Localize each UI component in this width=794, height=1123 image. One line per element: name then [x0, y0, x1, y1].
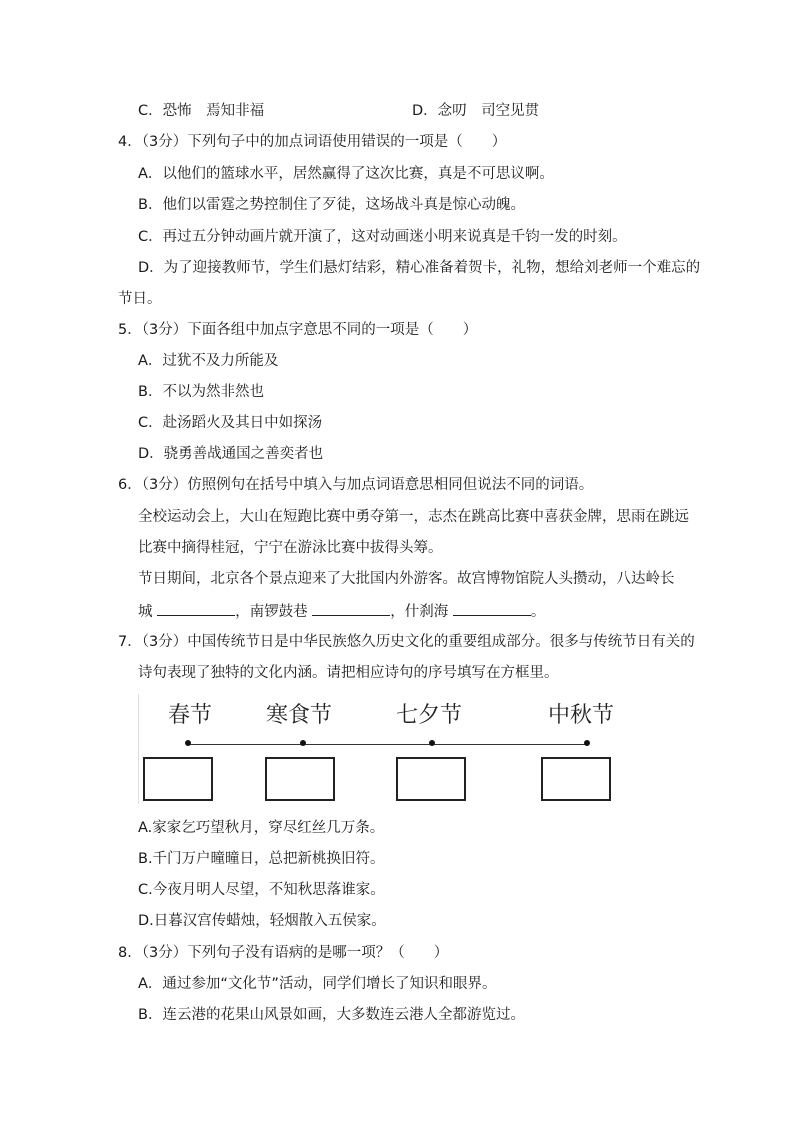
- q6-task-part2: ，南锣鼓巷: [235, 604, 308, 620]
- q4-stem: 4．（3分）下列句子中的加点词语使用错误的一项是（ ）: [118, 134, 507, 150]
- q4-option-c: C．再过五分钟动画片就开演了，这对动画迷小明来说真是千钧一发的时刻。: [138, 229, 627, 245]
- answer-box-hanshi[interactable]: [265, 757, 335, 801]
- answer-box-midautumn[interactable]: [541, 757, 611, 801]
- q8-option-b: B．连云港的花果山风景如画，大多数连云港人全都游览过。: [138, 1007, 525, 1023]
- q6-blank-1[interactable]: [157, 601, 235, 616]
- q4-option-b: B．他们以雷霆之势控制住了歹徒，这场战斗真是惊心动魄。: [138, 197, 525, 213]
- q7-option-d: D.日暮汉宫传蜡烛，轻烟散入五侯家。: [138, 913, 386, 929]
- q5-stem: 5．（3分）下面各组中加点字意思不同的一项是（ ）: [118, 322, 478, 338]
- q6-task-part1: 城: [138, 604, 153, 620]
- q3-option-c: C．恐怖 焉知非福: [138, 103, 265, 119]
- q6-example-line1: 全校运动会上，大山在短跑比赛中勇夺第一，志杰在跳高比赛中喜获金牌，思雨在跳远: [138, 509, 689, 525]
- answer-box-spring[interactable]: [143, 757, 213, 801]
- festival-label-qixi: 七夕节: [396, 703, 463, 728]
- timeline-dot-4: [584, 740, 590, 746]
- q6-example-line2: 比赛中摘得桂冠，宁宁在游泳比赛中拔得头筹。: [138, 540, 443, 556]
- timeline-dot-2: [300, 740, 306, 746]
- q6-blank-3[interactable]: [453, 601, 531, 616]
- timeline-line: [188, 744, 588, 745]
- q8-stem: 8．（3分）下列句子没有语病的是哪一项？（ ）: [118, 945, 449, 961]
- q5-option-d: D．骁勇善战通国之善奕者也: [138, 446, 324, 462]
- q5-option-a: A．过犹不及力所能及: [138, 353, 279, 369]
- q7-option-c: C.今夜月明人尽望，不知秋思落谁家。: [138, 882, 385, 898]
- q8-option-a: A．通过参加“文化节”活动，同学们增长了知识和眼界。: [138, 976, 497, 992]
- q6-task-line1: 节日期间，北京各个景点迎来了大批国内外游客。故宫博物馆院人头攒动，八达岭长: [138, 571, 675, 587]
- timeline-dot-3: [429, 740, 435, 746]
- q4-option-a: A．以他们的篮球水平，居然赢得了这次比赛，真是不可思议啊。: [138, 166, 554, 182]
- q3-option-d: D．念叨 司空见贯: [412, 103, 540, 119]
- q6-stem: 6．（3分）仿照例句在括号中填入与加点词语意思相同但说法不同的词语。: [118, 477, 594, 493]
- q6-blank-2[interactable]: [312, 601, 390, 616]
- timeline-dot-1: [185, 740, 191, 746]
- festival-label-spring: 春节: [168, 703, 213, 728]
- festival-label-midautumn: 中秋节: [548, 703, 615, 728]
- festival-label-hanshi: 寒食节: [266, 703, 333, 728]
- q7-option-a: A.家家乞巧望秋月，穿尽红丝几万条。: [138, 820, 385, 836]
- q6-task-end: 。: [530, 604, 546, 620]
- q5-option-b: B．不以为然非然也: [138, 384, 264, 400]
- q5-option-c: C．赴汤蹈火及其日中如探汤: [138, 415, 323, 431]
- figure-left-edge: [138, 694, 139, 804]
- festival-timeline-figure: [138, 694, 628, 804]
- answer-box-qixi[interactable]: [396, 757, 466, 801]
- q4-option-d-line2: 节日。: [118, 291, 162, 307]
- q7-stem-line2: 诗句表现了独特的文化内涵。请把相应诗句的序号填写在方框里。: [138, 665, 559, 681]
- q7-option-b: B.千门万户曈曈日，总把新桃换旧符。: [138, 851, 385, 867]
- q4-option-d-line1: D．为了迎接教师节，学生们悬灯结彩，精心准备着贺卡，礼物，想给刘老师一个难忘的: [138, 260, 701, 276]
- q6-task-part3: ，什刹海: [390, 604, 449, 620]
- q7-stem-line1: 7．（3分）中国传统节日是中华民族悠久历史文化的重要组成部分。很多与传统节日有关的: [118, 634, 695, 650]
- q6-task-line2: [138, 601, 545, 622]
